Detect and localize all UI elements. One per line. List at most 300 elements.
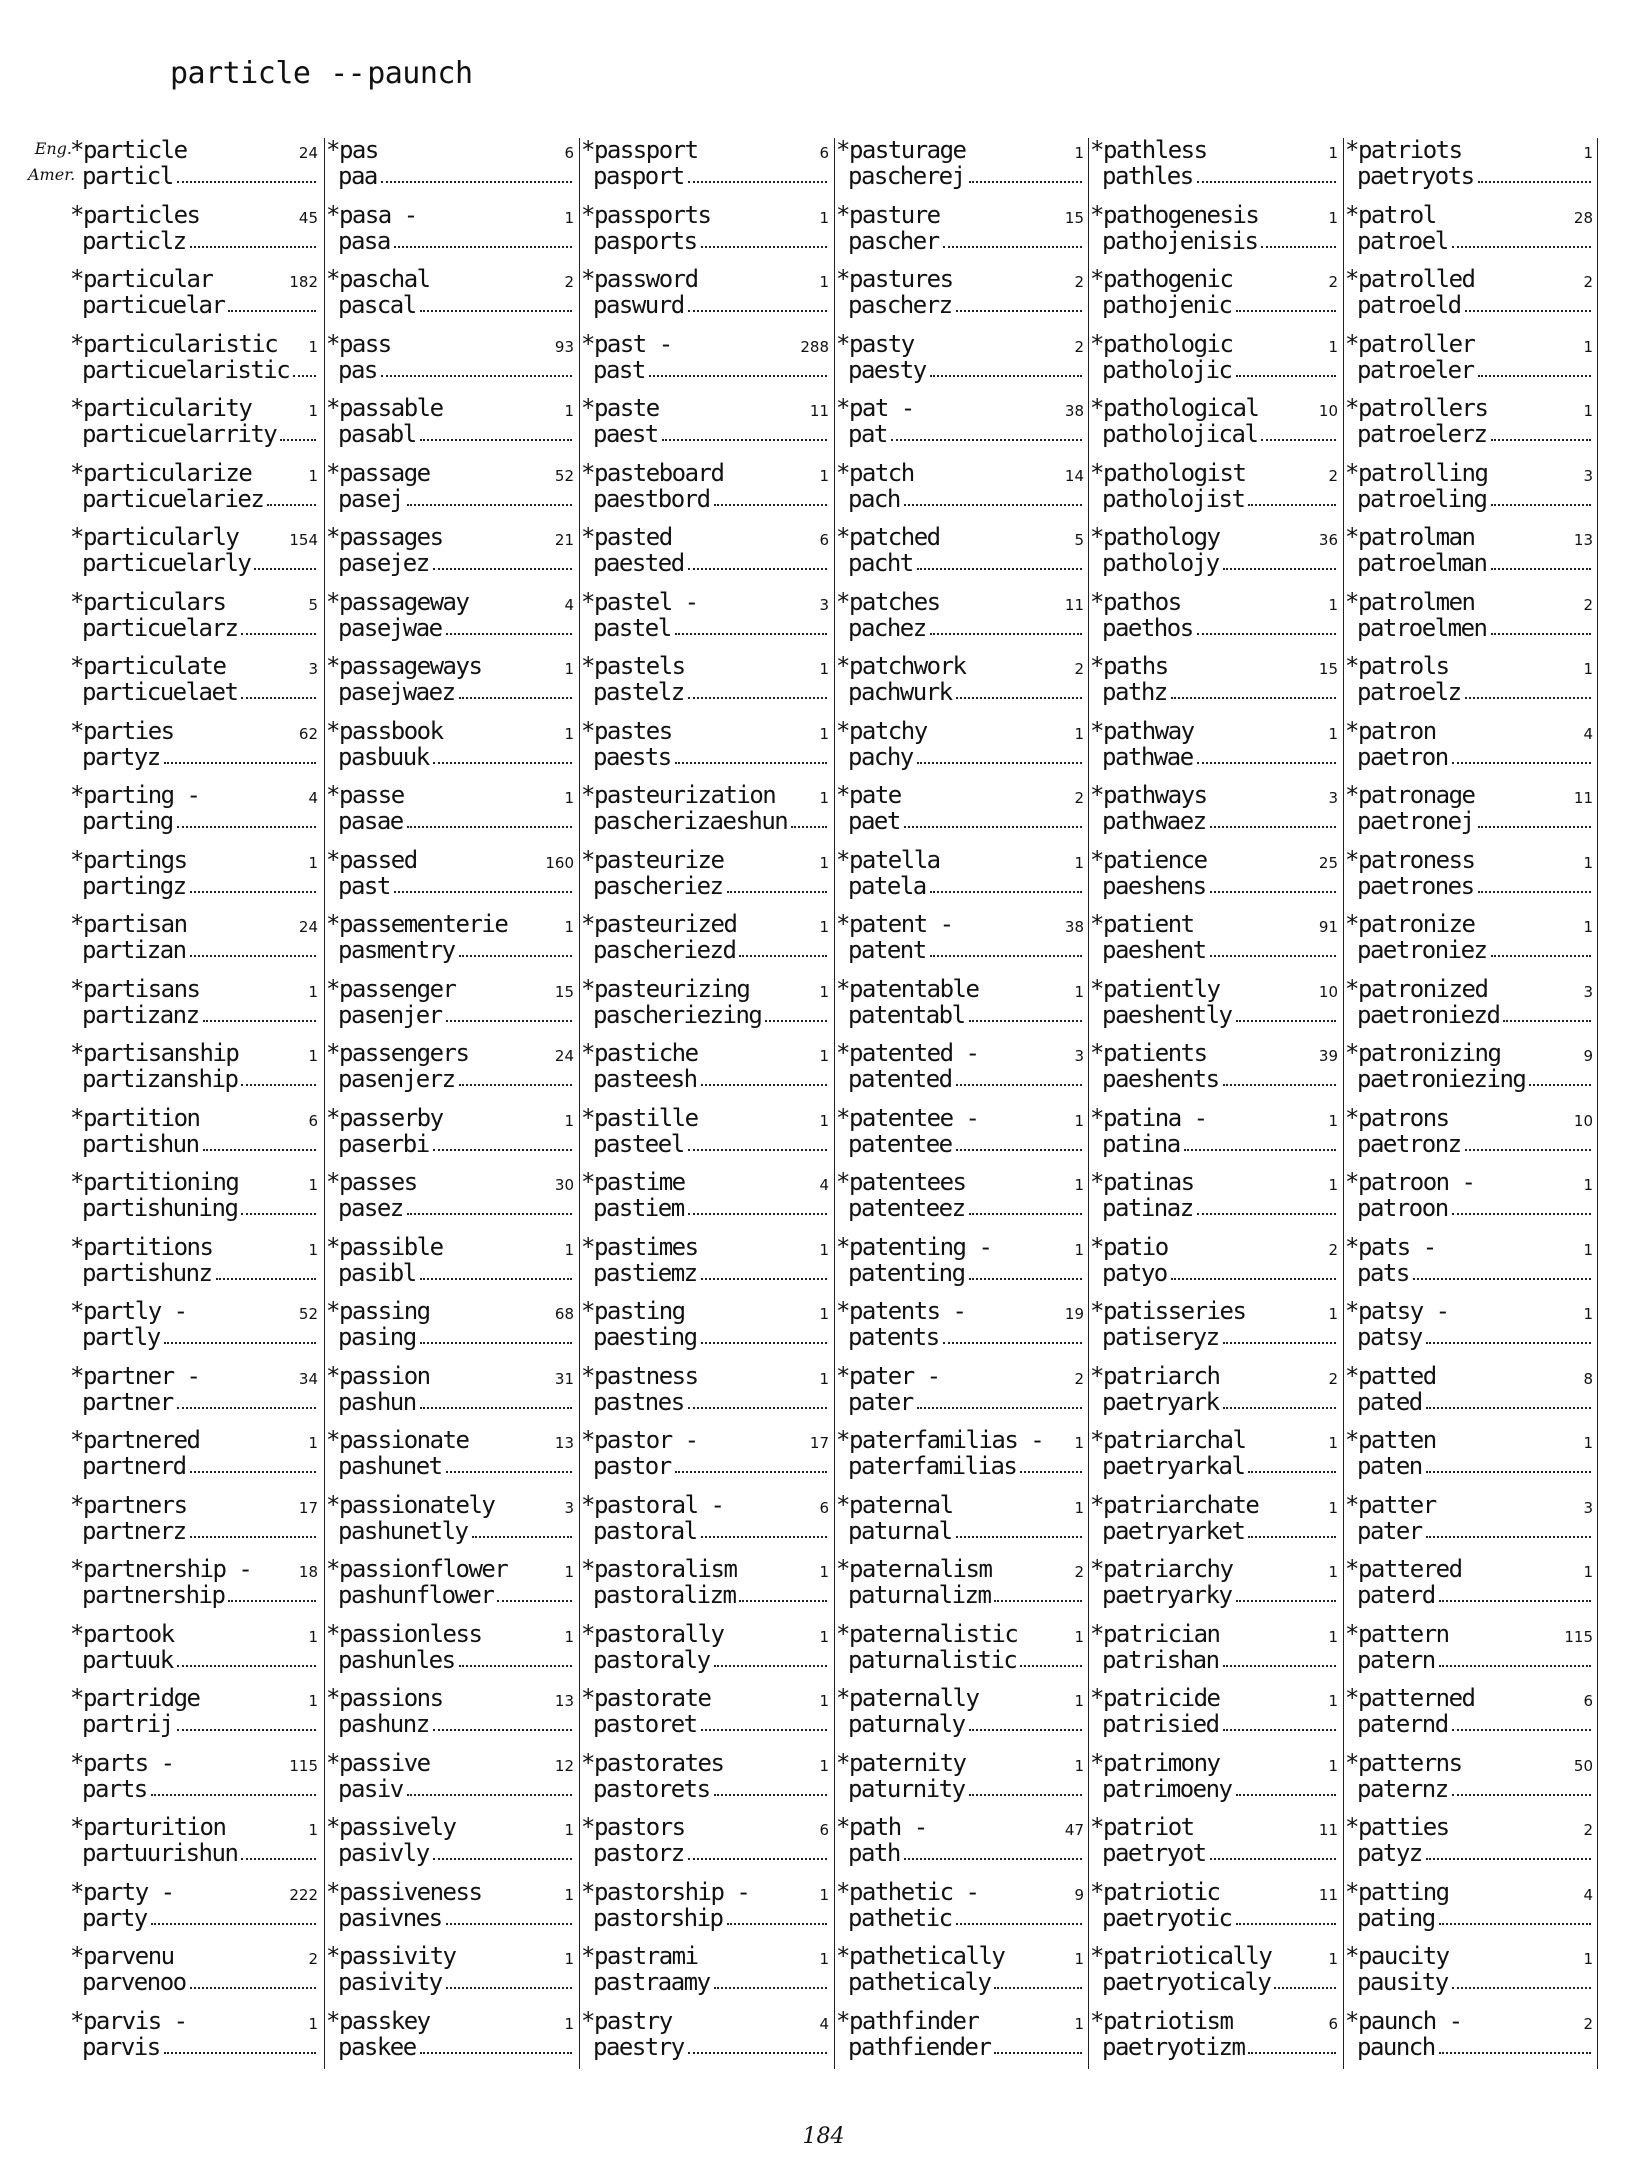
word-entry <box>581 711 831 775</box>
american-spelling-row <box>848 1000 1084 1028</box>
american-spelling: paeshens <box>1102 871 1206 899</box>
word-entry <box>326 1227 576 1291</box>
english-spelling: *parvis - <box>70 2006 187 2035</box>
american-spelling: patheticaly <box>848 1968 991 1995</box>
english-spelling: *patella <box>836 845 940 874</box>
english-spelling: *party - <box>70 1877 174 1906</box>
frequency-count: 1 <box>1328 337 1338 356</box>
dot-leader <box>969 1020 1082 1022</box>
english-spelling: *patiently <box>1090 974 1220 1003</box>
dot-leader <box>420 2052 572 2054</box>
american-spelling: pascher <box>848 226 939 254</box>
american-spelling-row <box>338 1516 574 1544</box>
frequency-count: 15 <box>554 982 574 1001</box>
frequency-count: 1 <box>564 1111 574 1130</box>
american-spelling-row <box>1102 742 1338 770</box>
dot-leader <box>969 181 1082 183</box>
american-spelling-row <box>593 419 829 447</box>
english-spelling: *passes <box>326 1168 417 1196</box>
word-entry <box>1345 1807 1595 1871</box>
american-spelling-row <box>1102 1064 1338 1092</box>
dot-leader <box>969 1278 1082 1280</box>
frequency-count: 1 <box>1328 1305 1338 1323</box>
american-spelling-row <box>82 226 318 254</box>
english-spelling: *paternalism <box>836 1555 992 1583</box>
dot-leader <box>216 1278 317 1280</box>
dot-leader <box>394 246 572 248</box>
american-spelling: paterd <box>1357 1581 1435 1608</box>
english-spelling: *patted <box>1345 1361 1436 1390</box>
english-spelling: *pathologic <box>1090 329 1233 358</box>
frequency-count: 1 <box>819 1627 829 1646</box>
american-spelling-row <box>848 2032 1084 2060</box>
word-entry <box>581 1614 831 1678</box>
english-spelling: *passageways <box>326 652 482 680</box>
american-spelling: paturnalizm <box>848 1581 991 1608</box>
english-spelling: *patentee - <box>836 1103 979 1132</box>
word-entry <box>581 517 831 581</box>
frequency-count: 4 <box>564 595 574 614</box>
dot-leader <box>433 1858 572 1860</box>
word-entry <box>836 1227 1086 1291</box>
dot-leader <box>943 1342 1082 1344</box>
english-spelling: *paschal <box>326 265 430 293</box>
word-entry <box>581 646 831 710</box>
american-spelling-row <box>338 871 574 899</box>
word-entry <box>836 195 1086 259</box>
english-spelling: *passions <box>326 1684 443 1712</box>
frequency-count: 1 <box>308 1627 318 1646</box>
word-entry <box>581 1098 831 1162</box>
frequency-count: 1 <box>564 1627 574 1646</box>
dot-leader <box>254 568 316 570</box>
american-spelling: pascheriez <box>593 871 723 899</box>
dot-leader <box>688 1149 827 1151</box>
frequency-count: 1 <box>1328 1111 1338 1130</box>
english-spelling: *pastiche <box>581 1039 698 1067</box>
english-spelling: *pastness <box>581 1361 698 1390</box>
word-entry <box>326 840 576 904</box>
american-spelling: particuelaristic <box>82 355 290 383</box>
american-spelling-row <box>848 935 1084 963</box>
frequency-count: 6 <box>1328 2014 1338 2033</box>
american-spelling-row <box>82 935 318 963</box>
american-spelling-row <box>1357 1903 1593 1931</box>
word-entry <box>836 517 1086 581</box>
word-entry <box>70 1614 320 1678</box>
dot-leader <box>675 1471 827 1473</box>
frequency-count: 17 <box>298 1498 318 1517</box>
dot-leader <box>1223 1342 1336 1344</box>
english-spelling: *partridge <box>70 1684 200 1712</box>
dot-leader <box>956 1149 1082 1151</box>
dot-leader <box>433 568 572 570</box>
english-spelling: *patronize <box>1345 910 1475 938</box>
frequency-count: 1 <box>1583 660 1593 678</box>
frequency-count: 1 <box>1074 2014 1084 2033</box>
dot-leader <box>280 439 316 441</box>
dot-leader <box>930 375 1082 377</box>
dot-leader <box>241 1213 316 1215</box>
word-entry <box>70 1678 320 1742</box>
english-spelling: *passion <box>326 1361 430 1390</box>
american-spelling: pastoral <box>593 1516 697 1544</box>
frequency-count: 2 <box>1328 466 1338 485</box>
american-spelling-row <box>82 871 318 899</box>
dot-leader <box>1452 1987 1591 1989</box>
english-spelling: *pats - <box>1345 1232 1436 1261</box>
frequency-count: 45 <box>298 208 318 227</box>
american-spelling: pathles <box>1102 162 1193 189</box>
american-spelling: paturnalistic <box>848 1645 1017 1673</box>
american-spelling: pasmentry <box>338 936 455 963</box>
american-spelling: pachez <box>848 613 926 641</box>
frequency-count: 19 <box>1064 1305 1084 1323</box>
word-entry <box>70 1549 320 1613</box>
american-spelling-row <box>1102 1129 1338 1157</box>
american-spelling-row <box>1357 2032 1593 2060</box>
frequency-count: 2 <box>1583 1821 1593 1839</box>
american-spelling-row <box>338 1322 574 1350</box>
word-entry <box>326 1485 576 1549</box>
dot-leader <box>727 1923 828 1925</box>
american-spelling-row <box>1102 1322 1338 1350</box>
american-spelling: paeshent <box>1102 936 1206 963</box>
american-spelling-row <box>1102 2032 1338 2060</box>
american-spelling: parvenoo <box>82 1968 186 1995</box>
dot-leader <box>446 1471 572 1473</box>
dot-leader <box>1452 1213 1591 1215</box>
dot-leader <box>1236 1020 1337 1022</box>
american-spelling-row <box>82 484 318 512</box>
american-spelling: pashunet <box>338 1452 442 1479</box>
american-spelling: partingz <box>82 871 186 899</box>
dot-leader <box>1491 633 1592 635</box>
american-spelling-row <box>1357 871 1593 899</box>
english-spelling: *paternal <box>836 1490 953 1519</box>
word-entry <box>836 2001 1086 2065</box>
word-entry <box>326 1549 576 1613</box>
american-spelling-row <box>1102 1903 1338 1931</box>
column-separator <box>1088 138 1089 2069</box>
american-spelling-row <box>338 226 574 254</box>
frequency-count: 68 <box>554 1305 574 1323</box>
dot-leader <box>1210 955 1336 957</box>
american-spelling-row <box>1102 290 1338 318</box>
word-entry <box>1345 324 1595 388</box>
american-spelling-row <box>338 1645 574 1673</box>
english-spelling: *pasteurization <box>581 781 776 809</box>
word-entry <box>1090 904 1340 968</box>
american-spelling: pashunetly <box>338 1516 468 1544</box>
american-spelling: patholojy <box>1102 549 1219 576</box>
word-entry <box>1090 711 1340 775</box>
word-entry <box>1345 1098 1595 1162</box>
amer-label: Amer. <box>28 165 76 184</box>
dot-leader <box>1426 1858 1591 1860</box>
english-spelling: *patricide <box>1090 1684 1220 1712</box>
frequency-count: 13 <box>554 1434 574 1452</box>
dot-leader <box>956 1536 1082 1538</box>
dot-leader <box>1197 1213 1336 1215</box>
dot-leader <box>1478 891 1591 893</box>
word-entry <box>326 1936 576 2000</box>
american-spelling-row <box>593 290 829 318</box>
english-spelling: *paste <box>581 394 659 422</box>
dot-leader <box>1274 1987 1336 1989</box>
american-spelling-row <box>82 1000 318 1028</box>
word-entry <box>326 195 576 259</box>
word-entry <box>581 1678 831 1742</box>
english-spelling: *passage <box>326 458 430 487</box>
frequency-count: 17 <box>809 1434 829 1452</box>
american-spelling-row <box>338 1580 574 1608</box>
american-spelling: pasteesh <box>593 1065 697 1092</box>
dot-leader <box>420 1407 572 1409</box>
american-spelling-row <box>338 484 574 512</box>
american-spelling-row <box>1102 355 1338 383</box>
column-separator <box>834 138 835 2069</box>
american-spelling-row <box>848 1838 1084 1866</box>
american-spelling: patents <box>848 1323 939 1350</box>
english-spelling: *parties <box>70 716 174 745</box>
american-spelling: pachwurk <box>848 678 952 705</box>
american-spelling-row <box>593 1903 829 1931</box>
american-spelling: partnerd <box>82 1452 186 1479</box>
frequency-count: 1 <box>819 660 829 678</box>
american-spelling: pas <box>338 355 377 383</box>
american-spelling-row <box>848 613 1084 641</box>
american-spelling: patroeling <box>1357 484 1487 512</box>
english-spelling: *patina - <box>1090 1103 1207 1132</box>
american-spelling: pashunles <box>338 1645 455 1673</box>
american-spelling: patenting <box>848 1258 965 1286</box>
american-spelling-row <box>848 1451 1084 1479</box>
english-spelling: *passionless <box>326 1619 482 1648</box>
english-spelling: *patting <box>1345 1877 1449 1906</box>
word-entry <box>70 1227 320 1291</box>
dot-leader <box>1491 955 1592 957</box>
word-entry <box>70 1485 320 1549</box>
american-spelling: pats <box>1357 1258 1409 1286</box>
word-entry <box>1090 453 1340 517</box>
american-spelling-row <box>338 355 574 383</box>
word-entry <box>1345 1936 1595 2000</box>
american-spelling: paetryarket <box>1102 1516 1245 1544</box>
english-spelling: *particularly <box>70 523 239 551</box>
american-spelling: paestry <box>593 2032 684 2060</box>
dot-leader <box>1426 1536 1591 1538</box>
word-entry <box>1345 2001 1595 2065</box>
word-entry <box>581 1549 831 1613</box>
english-spelling: *passiveness <box>326 1877 482 1906</box>
dot-leader <box>917 762 1082 764</box>
english-spelling: *passable <box>326 394 443 422</box>
frequency-count: 2 <box>1074 1563 1084 1581</box>
american-spelling-row <box>1102 613 1338 641</box>
frequency-count: 1 <box>819 853 829 872</box>
american-spelling: patroelmen <box>1357 613 1487 641</box>
american-spelling-row <box>1357 484 1593 512</box>
word-entry <box>1090 1033 1340 1097</box>
english-spelling: *paterfamilias - <box>836 1426 1044 1454</box>
american-spelling-row <box>82 1580 318 1608</box>
american-spelling-row <box>1102 1000 1338 1028</box>
american-spelling-row <box>1357 355 1593 383</box>
dot-leader <box>714 1665 827 1667</box>
american-spelling-row <box>848 1903 1084 1931</box>
frequency-count: 1 <box>564 724 574 743</box>
american-spelling-row <box>593 1774 829 1802</box>
english-spelling: *patient <box>1090 910 1194 938</box>
dot-leader <box>1223 568 1336 570</box>
american-spelling-row <box>338 935 574 963</box>
american-spelling-row <box>338 677 574 705</box>
american-spelling-row <box>593 613 829 641</box>
american-spelling: paserbi <box>338 1129 429 1157</box>
american-spelling: paetryotizm <box>1102 2032 1245 2060</box>
frequency-count: 1 <box>1583 1563 1593 1581</box>
english-spelling: *passivity <box>326 1942 456 1970</box>
dot-leader <box>190 1536 316 1538</box>
frequency-count: 1 <box>308 337 318 356</box>
frequency-count: 14 <box>1064 466 1084 485</box>
frequency-count: 2 <box>1074 337 1084 356</box>
english-spelling: *pattern <box>1345 1619 1449 1648</box>
american-spelling: past <box>593 355 645 383</box>
frequency-count: 6 <box>564 144 574 162</box>
english-spelling: *patrollers <box>1345 394 1488 422</box>
american-spelling: paunch <box>1357 2032 1435 2060</box>
american-spelling: paetryarkal <box>1102 1452 1245 1479</box>
english-spelling: *pat - <box>836 394 914 422</box>
frequency-count: 3 <box>1583 1498 1593 1517</box>
english-spelling: *pathologist <box>1090 458 1246 487</box>
english-spelling: *path - <box>836 1813 927 1841</box>
word-entry <box>1345 840 1595 904</box>
word-entry <box>326 517 576 581</box>
american-spelling: particuelaet <box>82 678 238 705</box>
american-spelling: pasejez <box>338 549 429 576</box>
word-entry <box>836 1098 1086 1162</box>
american-spelling-row <box>338 1000 574 1028</box>
english-spelling: *parturition <box>70 1813 226 1841</box>
american-spelling: paternd <box>1357 1710 1448 1737</box>
frequency-count: 52 <box>554 466 574 485</box>
american-spelling-row <box>1357 1064 1593 1092</box>
american-spelling-row <box>593 1451 829 1479</box>
american-spelling: paetronej <box>1357 807 1474 834</box>
dot-leader <box>994 2052 1082 2054</box>
american-spelling: paterfamilias <box>848 1452 1017 1479</box>
dot-leader <box>943 246 1082 248</box>
frequency-count: 15 <box>1318 660 1338 678</box>
english-spelling: *patterns <box>1345 1748 1462 1777</box>
american-spelling-row <box>1357 290 1593 318</box>
dot-leader <box>1413 1278 1591 1280</box>
word-entry <box>1345 259 1595 323</box>
american-spelling-row <box>82 1451 318 1479</box>
word-entry <box>836 1033 1086 1097</box>
dot-leader <box>701 1536 827 1538</box>
frequency-count: 6 <box>1583 1692 1593 1710</box>
dot-leader <box>177 1729 316 1731</box>
american-spelling: parvis <box>82 2032 160 2060</box>
american-spelling-row <box>82 1064 318 1092</box>
word-entry <box>70 775 320 839</box>
word-entry <box>1090 1162 1340 1226</box>
dot-leader <box>177 1665 316 1667</box>
american-spelling: pasae <box>338 807 403 834</box>
english-spelling: *patriotic <box>1090 1877 1220 1906</box>
american-spelling: pastiem <box>593 1194 684 1221</box>
english-spelling: *patriarchy <box>1090 1555 1233 1583</box>
word-entry <box>70 195 320 259</box>
frequency-count: 1 <box>819 1950 829 1968</box>
american-spelling: partnerz <box>82 1516 186 1544</box>
word-entry <box>581 388 831 452</box>
frequency-count: 2 <box>308 1950 318 1968</box>
english-spelling: *patrician <box>1090 1619 1220 1648</box>
american-spelling: pascherizaeshun <box>593 807 788 834</box>
american-spelling-row <box>593 1645 829 1673</box>
american-spelling: pasenjer <box>338 1000 442 1028</box>
english-spelling: *pastille <box>581 1103 698 1132</box>
frequency-count: 3 <box>564 1498 574 1517</box>
dot-leader <box>446 633 572 635</box>
frequency-count: 12 <box>554 1756 574 1775</box>
american-spelling: pasejwaez <box>338 678 455 705</box>
english-spelling: *passively <box>326 1813 456 1841</box>
american-spelling: pathfiender <box>848 2032 991 2060</box>
american-spelling: pascherej <box>848 162 965 189</box>
english-spelling: *parts - <box>70 1748 174 1777</box>
word-entry <box>70 1872 320 1936</box>
word-entry <box>1345 1291 1595 1355</box>
american-spelling-row <box>1102 1967 1338 1995</box>
american-spelling-row <box>848 1064 1084 1092</box>
frequency-count: 1 <box>1074 1950 1084 1968</box>
frequency-count: 1 <box>1328 595 1338 614</box>
english-spelling: *pas <box>326 136 378 164</box>
frequency-count: 1 <box>1583 1950 1593 1968</box>
american-spelling: paturnity <box>848 1774 965 1802</box>
english-spelling: *pastorate <box>581 1684 711 1712</box>
english-spelling: *pastors <box>581 1813 685 1841</box>
american-spelling: patsy <box>1357 1323 1422 1350</box>
word-entry <box>836 646 1086 710</box>
english-spelling: *passkey <box>326 2006 430 2035</box>
dot-leader <box>446 1020 572 1022</box>
frequency-count: 31 <box>554 1369 574 1388</box>
frequency-count: 1 <box>308 466 318 485</box>
dot-leader <box>433 1729 572 1731</box>
dot-leader <box>1184 1149 1336 1151</box>
dot-leader <box>164 1342 316 1344</box>
dot-leader <box>190 1987 316 1989</box>
english-spelling: *partly - <box>70 1297 187 1325</box>
american-spelling-row <box>593 1129 829 1157</box>
word-entry <box>326 453 576 517</box>
american-spelling-row <box>848 1774 1084 1802</box>
english-spelling: *patriots <box>1345 136 1462 164</box>
frequency-count: 10 <box>1318 402 1338 420</box>
american-spelling: pasejwae <box>338 613 442 641</box>
word-entry <box>1345 1356 1595 1420</box>
american-spelling: pastiemz <box>593 1258 697 1286</box>
american-spelling-row <box>82 161 318 189</box>
english-spelling: *pathfinder <box>836 2006 979 2035</box>
